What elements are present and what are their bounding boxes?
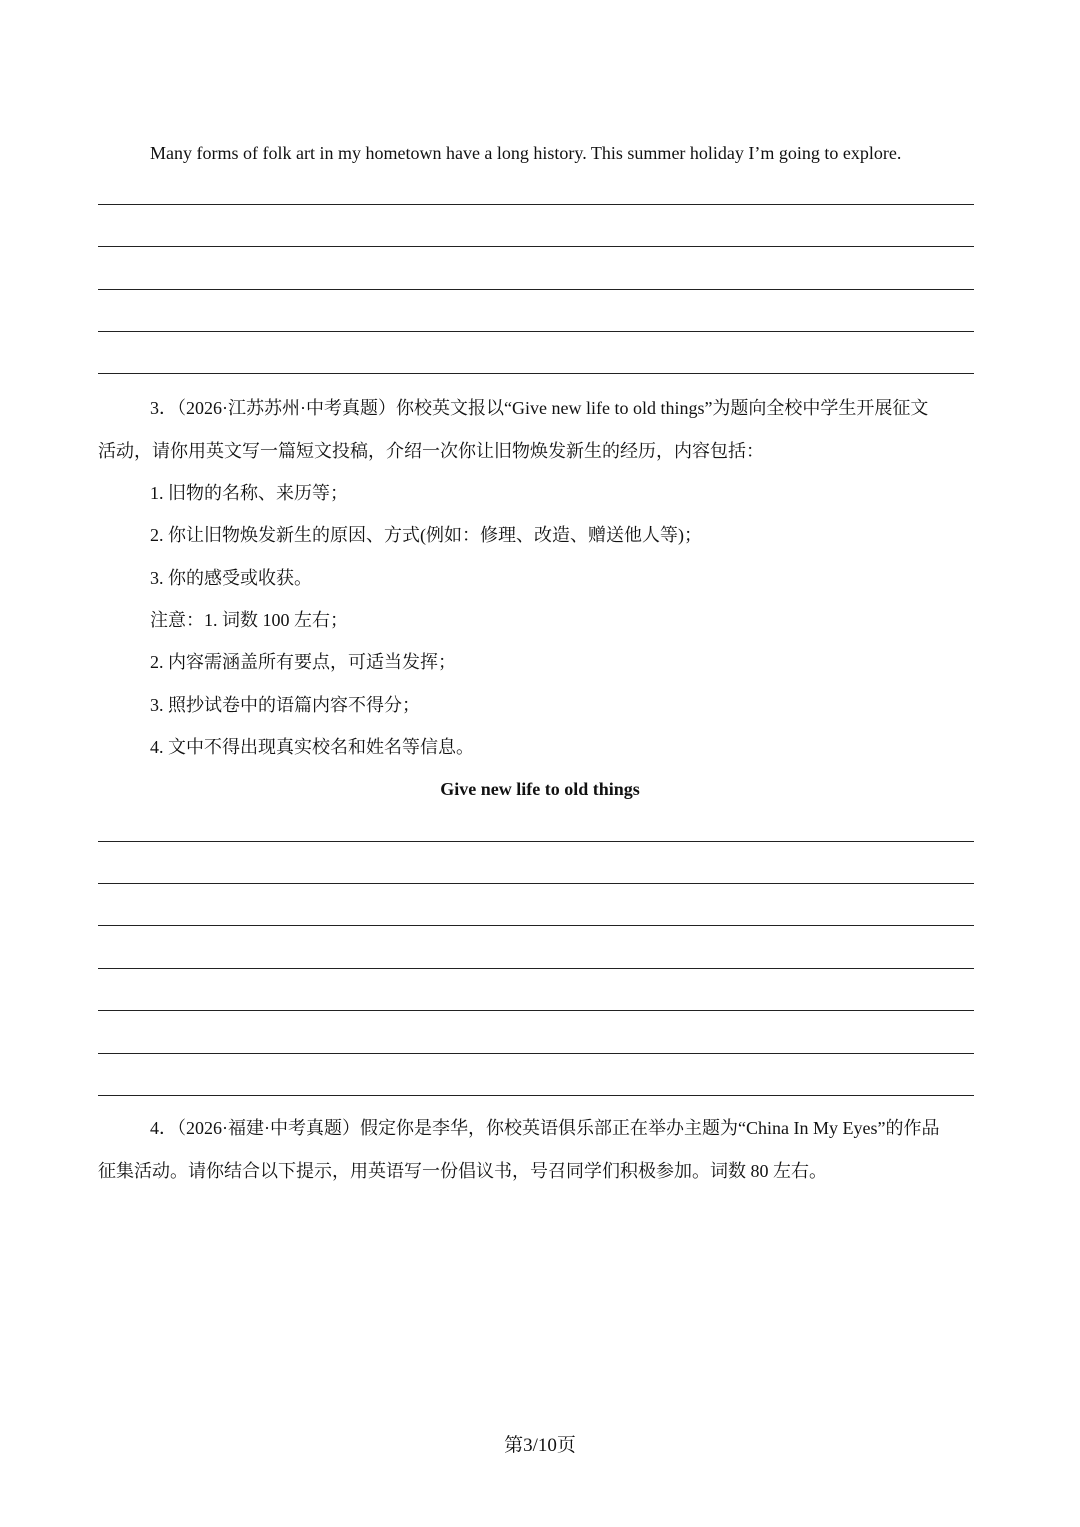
- q3-essay-title: Give new life to old things: [440, 779, 640, 799]
- q3-note-item: 注意：1. 词数 100 左右；: [150, 610, 348, 630]
- page-number: 第3/10页: [504, 1435, 576, 1456]
- answer-line: [98, 289, 974, 290]
- answer-line: [98, 841, 974, 842]
- q3-note-item: 2. 内容需涵盖所有要点，可适当发挥；: [150, 652, 456, 672]
- q3-requirement-item: 1. 旧物的名称、来历等；: [150, 483, 348, 503]
- answer-line: [98, 883, 974, 884]
- answer-line: [98, 204, 974, 205]
- q2-prompt: Many forms of folk art in my hometown have a long history. This summer holiday I’m going to explore.: [150, 143, 902, 163]
- answer-line: [98, 373, 974, 374]
- answer-line: [98, 968, 974, 969]
- answer-line: [98, 1053, 974, 1054]
- q3-requirement-item: 2. 你让旧物焕发新生的原因、方式(例如：修理、改造、赠送他人等)；: [150, 525, 702, 545]
- q3-requirement-item: 3. 你的感受或收获。: [150, 568, 312, 588]
- answer-line: [98, 1010, 974, 1011]
- q3-note-item: 4. 文中不得出现真实校名和姓名等信息。: [150, 737, 474, 757]
- q3-question-line1: 3．（2026·江苏苏州·中考真题）你校英文报以“Give new life to old things”为题向全校中学生开展征文: [150, 398, 929, 418]
- q4-question-line1: 4．（2026·福建·中考真题）假定你是李华，你校英语俱乐部正在举办主题为“China In My Eyes”的作品: [150, 1118, 940, 1138]
- answer-line: [98, 925, 974, 926]
- q4-question-line2: 征集活动。请你结合以下提示，用英语写一份倡议书，号召同学们积极参加。词数 80 左右。: [98, 1161, 827, 1181]
- answer-line: [98, 1095, 974, 1096]
- answer-line: [98, 246, 974, 247]
- q3-note-item: 3. 照抄试卷中的语篇内容不得分；: [150, 695, 420, 715]
- q3-question-line2: 活动，请你用英文写一篇短文投稿，介绍一次你让旧物焕发新生的经历，内容包括：: [98, 441, 764, 461]
- answer-line: [98, 331, 974, 332]
